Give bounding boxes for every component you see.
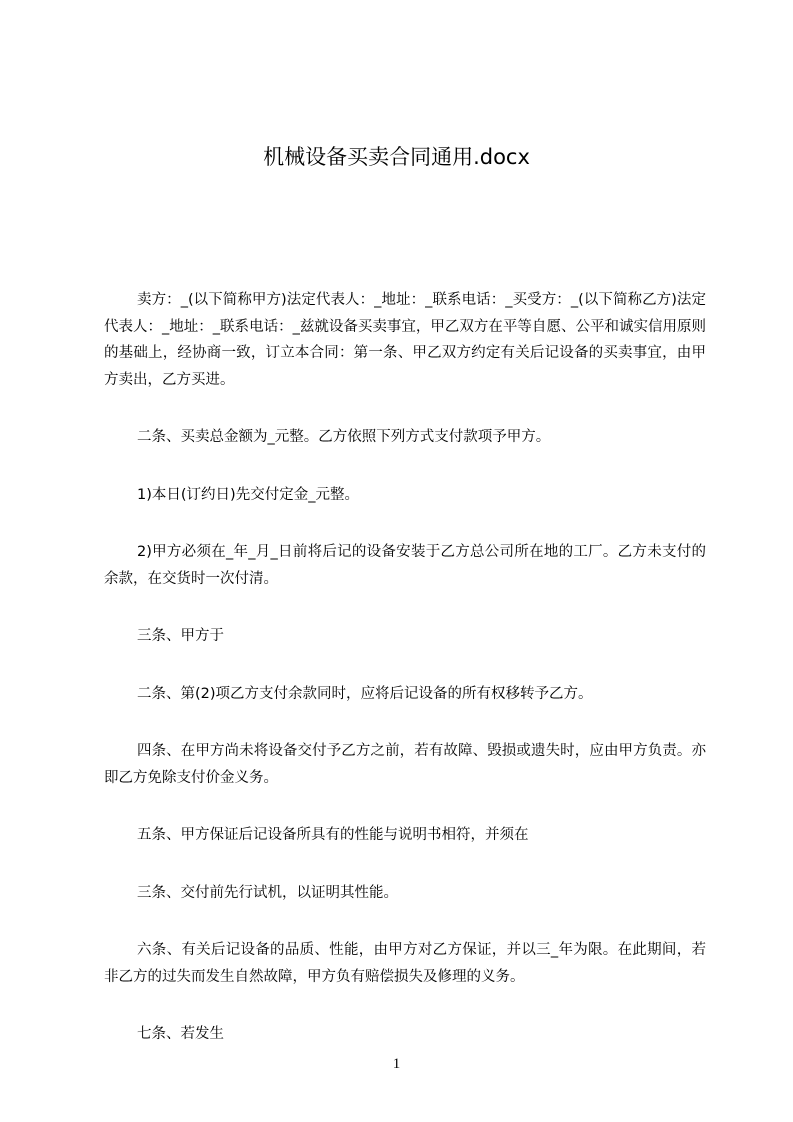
paragraph-parties: 卖方：_(以下简称甲方)法定代表人：_地址：_联系电话：_买受方：_(以下简称乙方)法定代表人：_地址：_联系电话：_兹就设备买卖事宜，甲乙双方在平等自愿、公平和诚实信用原则的基础上，经协商一致，订立本合同：第一条、甲乙双方约定有关后记设备的买卖事宜，由甲方卖出，乙方买进。 <box>104 292 706 388</box>
page-number: 1 <box>392 1056 401 1072</box>
paragraph-item-2: 2)甲方必须在_年_月_日前将后记的设备安装于乙方总公司所在地的工厂。乙方未支付的余款，在交货时一次付清。 <box>104 544 706 587</box>
paragraph-article-7: 七条、若发生 <box>137 1026 224 1042</box>
paragraph-ownership: 二条、第(2)项乙方支付余款同时，应将后记设备的所有权移转予乙方。 <box>137 685 593 702</box>
paragraph-article-2: 二条、买卖总金额为_元整。乙方依照下列方式支付款项予甲方。 <box>137 429 551 445</box>
paragraph-article-4: 四条、在甲方尚未将设备交付予乙方之前，若有故障、毁损或遗失时，应由甲方负责。亦即乙方免除支付价金义务。 <box>104 743 706 786</box>
document-title: 机械设备买卖合同通用.docx <box>263 145 530 169</box>
paragraph-article-6: 六条、有关后记设备的品质、性能，由甲方对乙方保证，并以三_年为限。在此期间，若非乙方的过失而发生自然故障，甲方负有赔偿损失及修理的义务。 <box>104 942 706 985</box>
document-body <box>104 287 706 1079</box>
paragraph-trial-run: 三条、交付前先行试机，以证明其性能。 <box>137 884 398 901</box>
paragraph-article-5: 五条、甲方保证后记设备所具有的性能与说明书相符，并须在 <box>137 827 529 843</box>
paragraph-article-3: 三条、甲方于 <box>137 628 224 644</box>
paragraph-item-1: 1)本日(订约日)先交付定金_元整。 <box>137 486 359 503</box>
